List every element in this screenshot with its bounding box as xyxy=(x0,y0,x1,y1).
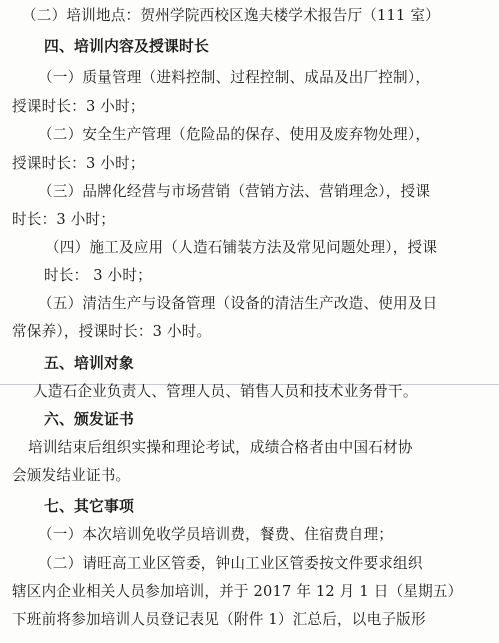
section-heading-6: 六、颁发证书 xyxy=(44,411,134,428)
certificate-text-line-1: 培训结束后组织实操和理论考试，成绩合格者由中国石材协 xyxy=(28,439,413,456)
other-item-2-line-1: （二）请旺高工业区管委，钟山工业区管委按文件要求组织 xyxy=(38,555,423,572)
training-location-line: （二）培训地点：贺州学院西校区逸夫楼学术报告厅（111 室） xyxy=(22,7,440,24)
other-item-1: （一）本次培训免收学员培训费，餐费、住宿费自理； xyxy=(38,526,394,543)
content-item-1-duration: 授课时长：3 小时； xyxy=(12,98,145,115)
section-heading-7: 七、其它事项 xyxy=(44,498,134,515)
content-item-3: （三）品牌化经营与市场营销（营销方法、营销理念），授课 xyxy=(38,183,431,200)
certificate-text-line-2: 会颁发结业证书。 xyxy=(12,467,131,484)
content-item-2-duration: 授课时长：3 小时； xyxy=(12,155,145,172)
content-item-1: （一）质量管理（进料控制、过程控制、成品及出厂控制）， xyxy=(38,69,431,86)
content-item-5-duration: 常保养），授课时长：3 小时。 xyxy=(12,323,212,340)
other-item-2-line-2: 辖区内企业相关人员参加培训，并于 2017 年 12 月 1 日（星期五） xyxy=(12,583,463,600)
content-item-4: （四）施工及应用（人造石铺装方法及常见问题处理），授课 xyxy=(45,239,438,256)
content-item-4-duration: 时长： 3 小时； xyxy=(44,267,152,284)
content-item-3-duration: 时长：3 小时； xyxy=(12,211,116,228)
content-item-2: （二）安全生产管理（危险品的保存、使用及废弃物处理）， xyxy=(38,126,431,143)
section-heading-5: 五、培训对象 xyxy=(44,355,134,372)
target-audience-text: 人造石企业负责人、管理人员、销售人员和技术业务骨干。 xyxy=(33,383,418,400)
section-heading-4: 四、培训内容及授课时长 xyxy=(44,38,209,55)
other-item-2-line-3: 下班前将参加培训人员登记表见（附件 1）汇总后，以电子版形 xyxy=(12,611,426,628)
content-item-5: （五）清洁生产与设备管理（设备的清洁生产改造、使用及日 xyxy=(38,295,438,312)
